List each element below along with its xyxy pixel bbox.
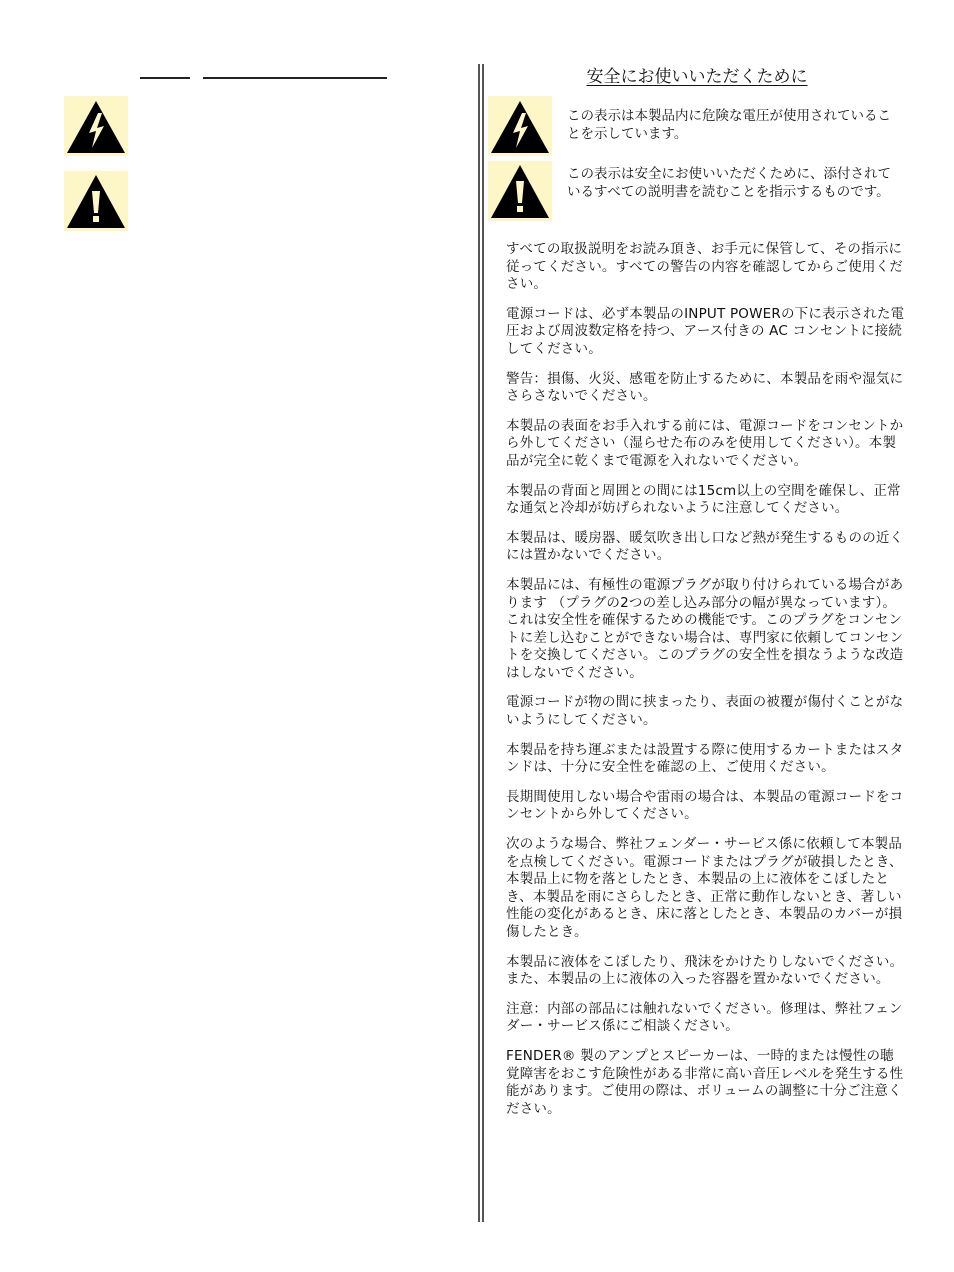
instruction-paragraph: 本製品の表面をお手入れする前には、電源コードをコンセントから外してください（湿らせた布のみを使用してください）。本製品が完全に乾くまで電源を入れないでください。 [506,417,904,469]
instruction-paragraph: 本製品の背面と周囲との間には15cm以上の空間を確保し、正常な通気と冷却が妨げられないように注意してください。 [506,482,901,517]
lightning-triangle-icon [64,96,128,156]
lightning-triangle-icon [488,96,552,156]
manual-note: この表示は安全にお使いいただくために、添付されているすべての説明書を読むことを指示するものです。 [567,166,891,200]
instruction-paragraph: FENDER® 製のアンプとスピーカーは、一時的または慢性の聴覚障害をおこす危険性がある非常に高い音圧レベルを発生する性能があります。ご使用の際は、ボリュームの調整に十分ご注意ください。 [506,1047,904,1117]
left-heading-rule-short [140,77,190,79]
column-divider [478,64,484,1222]
instruction-paragraph: 本製品に液体をこぼしたり、飛沫をかけたりしないでください。また、本製品の上に液体の入った容器を置かないでください。 [506,953,904,988]
instruction-paragraph: 注意：内部の部品には触れないでください。修理は、弊社フェンダー・サービス係にご相談ください。 [506,1000,903,1035]
instruction-paragraph: 電源コードが物の間に挟まったり、表面の被覆が傷付くことがないようにしてください。 [506,694,904,729]
instruction-paragraph: 本製品は、暖房器、暖気吹き出し口など熱が発生するものの近くには置かないでください。 [506,529,904,564]
exclamation-triangle-icon [64,171,128,231]
instruction-paragraph: すべての取扱説明をお読み頂き、お手元に保管して、その指示に従ってください。すべての警告の内容を確認してからご使用ください。 [506,241,904,293]
instruction-paragraph: 警告：損傷、火災、感電を防止するために、本製品を雨や湿気にさらさないでください。 [506,370,904,405]
instruction-paragraph: 本製品には、有極性の電源プラグが取り付けられている場合があります （プラグの2つの差し込み部分の幅が異なっています）。これは安全性を確保するための機能です。このプラグをコンセントに差し込むことができない場合は、専門家に依頼してコンセントを交換してください。このプラグの安全性を損なうような改造はしないでください。 [506,576,904,681]
section-heading: 安全にお使いいただくために [586,67,808,87]
safety-instructions [506,241,906,1130]
instruction-paragraph: 本製品を持ち運ぶまたは設置する際に使用するカートまたはスタンドは、十分に安全性を確認の上、ご使用ください。 [506,741,904,776]
left-heading-rule-long [203,77,387,79]
exclamation-triangle-icon [488,161,552,221]
instruction-paragraph: 電源コードは、必ず本製品のINPUT POWERの下に表示された電圧および周波数定格を持つ、アース付きの AC コンセントに接続してください。 [506,305,905,357]
instruction-paragraph: 長期間使用しない場合や雷雨の場合は、本製品の電源コードをコンセントから外してください。 [506,788,904,823]
instruction-paragraph: 次のような場合、弊社フェンダー・サービス係に依頼して本製品を点検してください。電源コードまたはプラグが破損したとき、本製品上に物を落としたとき、本製品の上に液体をこぼしたとき、本製品を雨にさらしたとき、正常に動作しないとき、著しい性能の変化があるとき、床に落としたとき、本製品のカバーが損傷したとき。 [506,836,903,940]
voltage-note: この表示は本製品内に危険な電圧が使用されていることを示しています。 [567,108,891,142]
